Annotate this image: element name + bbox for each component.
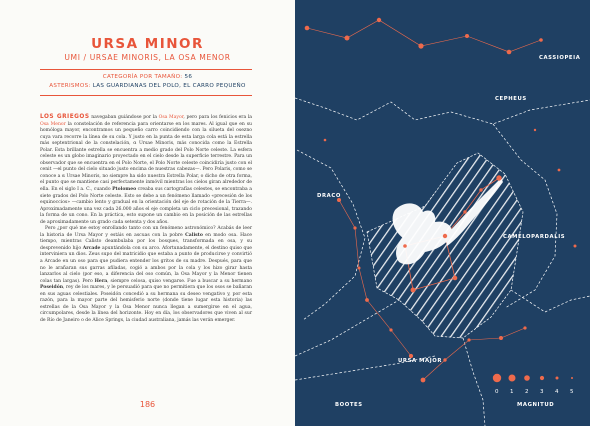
magnitude-number: 0 [495, 389, 499, 395]
star [479, 188, 482, 191]
divider-top [40, 69, 252, 70]
magnitude-dot [571, 377, 573, 379]
magnitude-dot [493, 374, 501, 382]
boundary-line [297, 150, 365, 320]
magnitude-dot [556, 377, 559, 380]
page-title: URSA MINOR [91, 36, 204, 52]
magnitude-label: MAGNITUD [517, 402, 555, 408]
star [453, 276, 458, 281]
text-run: navegaban guiándose por la [89, 115, 159, 120]
label-cepheus: CEPHEUS [495, 96, 527, 102]
star [345, 36, 350, 41]
magnitude-number: 2 [525, 389, 529, 395]
category-label: CATEGORÍA POR TAMAÑO: [102, 74, 183, 80]
star [574, 245, 577, 248]
magnitude-number: 5 [570, 389, 574, 395]
label-camelopardalis: CAMELOPARDALIS [503, 234, 566, 240]
star [523, 326, 526, 329]
label-cassiopeia: CASSIOPEIA [539, 55, 581, 61]
magnitude-legend [493, 374, 573, 382]
star [411, 288, 416, 293]
body-text [40, 114, 252, 325]
star [305, 26, 310, 31]
star [465, 34, 469, 38]
bold-term: Hera [94, 278, 108, 284]
star [534, 129, 536, 131]
text-run: Pero ¿por qué me estoy enrollando tanto con un fenómeno astronómico? Acabás de leer la historia de Ursa Mayor y estáis en ascuas con la pobre [40, 226, 252, 238]
star [403, 244, 407, 248]
star [389, 328, 392, 331]
star [467, 338, 470, 341]
label-ursa-major: URSA MAJOR [398, 358, 443, 364]
highlighted-term: Osa Menor [40, 121, 66, 127]
star [418, 43, 423, 48]
star [558, 169, 561, 172]
star [421, 378, 426, 383]
lead-in: LOS GRIEGOS [40, 114, 90, 120]
body-paragraph [40, 226, 252, 324]
star [507, 50, 512, 55]
label-bootes: BOOTES [335, 402, 363, 408]
star-chart [295, 0, 590, 426]
star [358, 267, 361, 270]
magnitude-dot [540, 376, 544, 380]
magnitude-number: 3 [540, 389, 544, 395]
bold-term: Calisto [185, 232, 203, 238]
body-paragraph [40, 114, 252, 226]
cassiopeia-lines [307, 20, 541, 52]
asterisms-line [0, 83, 295, 89]
page-number: 186 [139, 400, 156, 409]
star [443, 234, 447, 238]
boundary-line [295, 98, 590, 124]
boundary-line [295, 300, 399, 356]
magnitude-dot [509, 375, 516, 382]
star [496, 175, 501, 180]
right-page-star-chart [295, 0, 590, 426]
category-value: 56 [184, 74, 193, 80]
bold-term: Ptolomeo [112, 187, 137, 193]
star [365, 298, 369, 302]
magnitude-number: 1 [510, 389, 514, 395]
text-run: , rey de los mares, y le persuadió para que no permitiera que los osos se bañaran en sus aguas celestiales. Poseidón concedió a su hermana su deseo vengativo y, por esta razón, para la mayor parte del hemisferio norte (donde tiene lugar esta historia) las estrellas de la Osa Mayor y la Osa Menor nunca llegan a sumergirse en el agua, circumpolares, desde la línea del horizonte. Hoy en día, los observadores que viven al sur de Río de Janeiro o de Alice Springs, la ciudad australiana, jamás las verán emerger. [40, 285, 252, 323]
boundary-line [511, 290, 590, 312]
text-run: , siempre celosa, quiso vengarse. Fue a buscar a su hermano [107, 278, 252, 284]
star [539, 38, 543, 42]
bold-term: Poseidón [40, 285, 64, 291]
asterisms-value: LAS GUARDIANAS DEL POLO, EL CARRO PEQUEÑO [92, 83, 246, 89]
highlighted-term: Osa Mayor [158, 115, 184, 120]
asterisms-label: ASTERISMOS: [49, 83, 91, 89]
star [499, 336, 503, 340]
magnitude-dot [524, 375, 530, 381]
divider-bottom [40, 95, 252, 96]
text-run: apuntándola con su arco. Afortunadamente, el destino quiso que interviniera un dios. Zeus supo del matricidio que estaba a punto de producirse y convirtió a Arcade en un oso para que pudiera entender los gritos de su madre. Después, para que no le arañaran sus garras afiladas, cogió a ambos por la cola y los hizo girar hasta lanzarlos al cielo (por eso, a diferencia del oso común, la Osa Mayor y la Menor tienen colas tan largas). Pero [40, 245, 252, 284]
star [463, 210, 466, 213]
boundary-line [463, 338, 485, 426]
star [324, 139, 327, 142]
text-run: creaba sus cartografías celestes, se encontraba a siete grados del Polo Norte celeste. Esto se debe a un fenómeno llamado «precesión de los equinoccios» —cambio lento y gradual en la orientación del eje de rotación de la Tierra—. Aproximadamente una vez cada 26.000 años el eje completa un ciclo precesional, trazando la forma de un cono. En la práctica, esto supone un cambio en la posición de las estrellas de aproximadamente un grado cada setenta y dos años. [40, 187, 252, 225]
star [377, 18, 381, 22]
magnitude-number: 4 [555, 389, 559, 395]
label-draco: DRACO [317, 193, 341, 199]
page-subtitle: UMI / URSAE MINORIS, LA OSA MENOR [64, 53, 231, 62]
star [353, 226, 356, 229]
text-run: en modo osa. Hace tiempo, mientras Calisto deambulaba por los bosques, transformada en osa, y su desprevenido hijo [40, 232, 252, 251]
star [443, 358, 446, 361]
bold-term: Arcade [82, 245, 101, 251]
category-line [0, 74, 295, 80]
text-run: , pero para los fenicios era la [183, 115, 252, 120]
text-run: la constelación de referencia para orientarse en los mares. Al igual que en su homóloga mayor, encontramos un pequeño carro coincidiendo con la silueta del osezno cuya vara recorre la línea de su cola. Y justo en la punta de esta larga cola está la estrella más septentrional de la constelación, α Ursae Minoris, más conocida como la Estrella Polar. Esta brillante estrella se encuentra a medio grado del Polo Norte celeste. La esfera celeste es un globo imaginario proyectado en el cielo desde la superficie terrestre. Para un observador que se encuentra en el Polo Norte, el Polo Norte celeste coincidiría justo con el cenit —el punto del cielo situado justo encima de nuestras cabezas—. Pero Polaris, como se conoce a α Ursae Minoris, no siempre ha sido nuestra Estrella Polar, o dicho de otra forma, el punto que se mantiene casi perfectamente inmóvil mientras los cielos giran alrededor de ella. En el siglo I a. C., cuando [40, 121, 252, 193]
